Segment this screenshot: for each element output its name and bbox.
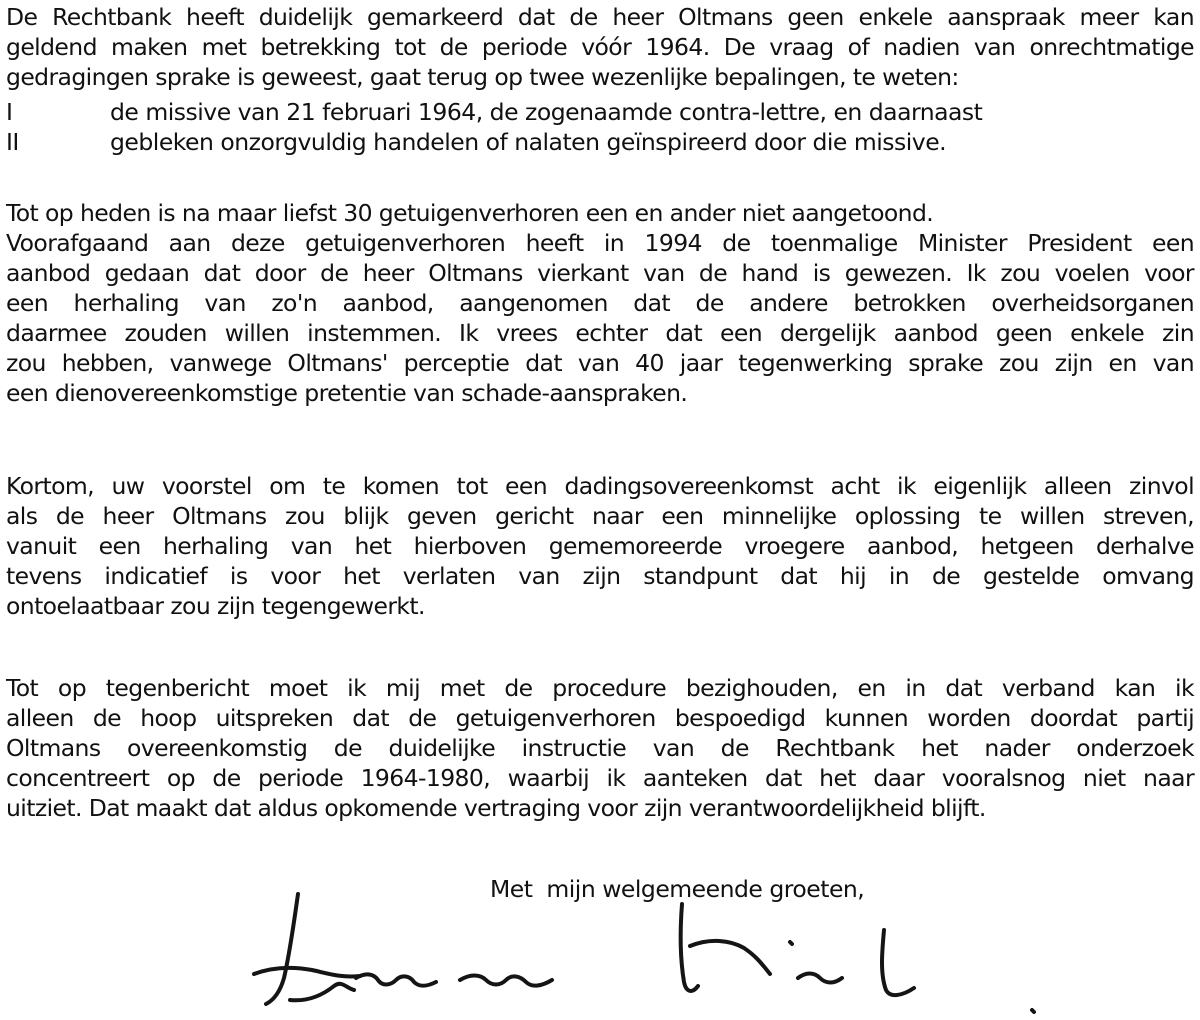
paragraph-1-line-1: De Rechtbank heeft duidelijk gemarkeerd dat de heer Oltmans geen enkele aanspraak meer kan: [6, 3, 1194, 31]
list-marker-2: II: [6, 128, 19, 156]
list-item-1-text: de missive van 21 februari 1964, de zogenaamde contra-lettre, en daarnaast: [110, 98, 983, 126]
paragraph-4-line-1: Tot op tegenbericht moet ik mij met de procedure bezighouden, en in dat verband kan ik: [6, 674, 1194, 702]
paragraph-1-line-2: geldend maken met betrekking tot de periode vóór 1964. De vraag of nadien van onrechtmatige: [6, 33, 1194, 61]
paragraph-2-line-3: aanbod gedaan dat door de heer Oltmans vierkant van de hand is gewezen. Ik zou voelen voor: [6, 259, 1194, 287]
paragraph-2-line-2: Voorafgaand aan deze getuigenverhoren heeft in 1994 de toenmalige Minister President een: [6, 229, 1194, 257]
paragraph-2-line-1: Tot op heden is na maar liefst 30 getuigenverhoren een en ander niet aangetoond.: [6, 199, 934, 227]
paragraph-3-line-2: als de heer Oltmans zou blijk geven gericht naar een minnelijke oplossing te willen streven,: [6, 502, 1194, 530]
paragraph-4-line-5: uitziet. Dat maakt dat aldus opkomende vertraging voor zijn verantwoordelijkheid blijft.: [6, 794, 986, 822]
paragraph-3-line-1: Kortom, uw voorstel om te komen tot een dadingsovereenkomst acht ik eigenlijk alleen zinvol: [6, 472, 1194, 500]
paragraph-4-line-2: alleen de hoop uitspreken dat de getuigenverhoren bespoedigd kunnen worden doordat partij: [6, 704, 1194, 732]
paragraph-2-line-5: daarmee zouden willen instemmen. Ik vrees echter dat een dergelijk aanbod geen enkele zin: [6, 319, 1194, 347]
paragraph-1-line-3: gedragingen sprake is geweest, gaat terug op twee wezenlijke bepalingen, te weten:: [6, 63, 959, 91]
paragraph-4-line-4: concentreert op de periode 1964-1980, waarbij ik aanteken dat het daar vooralsnog niet naar: [6, 764, 1194, 792]
list-item-1: [6, 97, 1194, 127]
paragraph-2-line-4: een herhaling van zo'n aanbod, aangenomen dat de andere betrokken overheidsorganen: [6, 289, 1194, 317]
paragraph-2-line-7: een dienovereenkomstige pretentie van schade-aanspraken.: [6, 379, 688, 407]
paragraph-4-line-3: Oltmans overeenkomstig de duidelijke instructie van de Rechtbank het nader onderzoek: [6, 734, 1194, 762]
paragraph-3-line-5: ontoelaatbaar zou zijn tegengewerkt.: [6, 592, 425, 620]
paragraph-3-line-4: tevens indicatief is voor het verlaten van zijn standpunt dat hij in de gestelde omvang: [6, 562, 1194, 590]
handwritten-signature-icon: [250, 882, 1050, 1020]
list-item-2: [6, 127, 1194, 157]
closing-greeting: Met mijn welgemeende groeten,: [490, 875, 865, 903]
paragraph-2-line-6: zou hebben, vanwege Oltmans' perceptie dat van 40 jaar tegenwerking sprake zou zijn en van: [6, 349, 1194, 377]
list-marker-1: I: [6, 98, 13, 126]
paragraph-3-line-3: vanuit een herhaling van het hierboven gememoreerde vroegere aanbod, hetgeen derhalve: [6, 532, 1194, 560]
list-item-2-text: gebleken onzorgvuldig handelen of nalaten geïnspireerd door die missive.: [110, 128, 947, 156]
